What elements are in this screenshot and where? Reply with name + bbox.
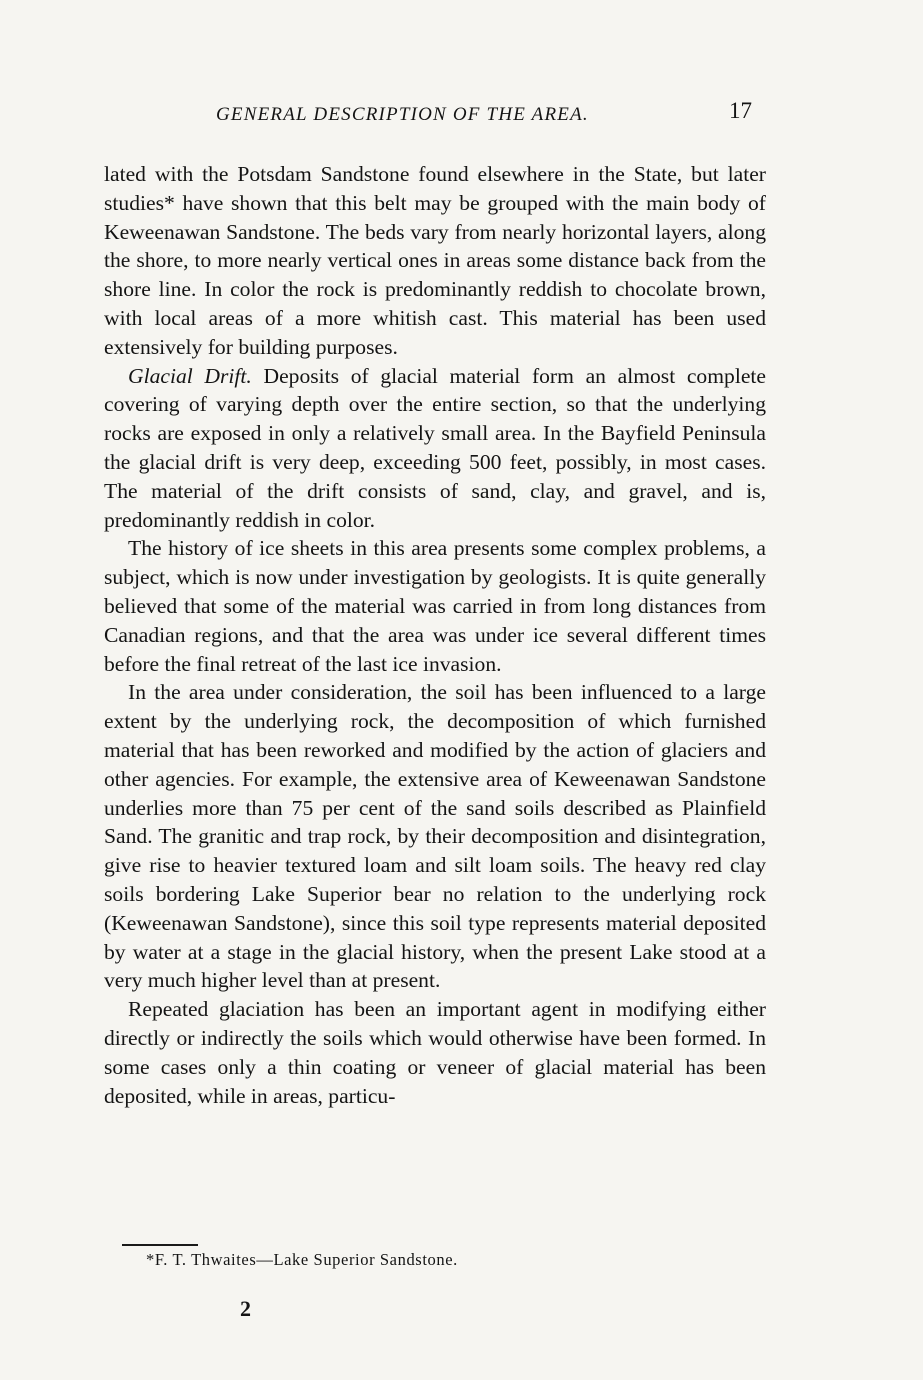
section-run-in-heading: Glacial Drift. [128, 363, 252, 388]
paragraph-text: Repeated glaciation has been an important agent in modifying either directly or indirectly the soils which would otherwise have been formed. In some cases only a thin coating or veneer of glacial material has been deposited, while in areas, particu- [104, 997, 766, 1108]
paragraph-potsdam-sandstone [104, 160, 766, 362]
paragraph-ice-sheets [104, 534, 766, 678]
running-head [100, 98, 760, 132]
paragraph-repeated-glaciation [104, 995, 766, 1110]
running-title: GENERAL DESCRIPTION OF THE AREA. [216, 104, 589, 125]
footnote-rule [122, 1244, 198, 1246]
footnote: *F. T. Thwaites—Lake Superior Sandstone. [146, 1250, 458, 1269]
body-text [104, 160, 766, 1110]
paragraph-text: The history of ice sheets in this area presents some complex problems, a subject, which is now under investigation by geologists. It is quite generally believed that some of the material was carried in from long distances from Canadian regions, and that the area was under ice several different times before the final retreat of the last ice invasion. [104, 536, 766, 676]
signature-mark: 2 [240, 1296, 251, 1321]
paragraph-text: Deposits of glacial material form an almost complete covering of varying depth over the entire section, so that the underlying rocks are exposed in only a relatively small area. In the Bayfield Peninsula the glacial drift is very deep, exceeding 500 feet, possibly, in most cases. The material of the drift consists of sand, clay, and gravel, and is, predominantly reddish in color. [104, 363, 766, 532]
paragraph-soil-influence [104, 678, 766, 995]
paragraph-glacial-drift [104, 362, 766, 535]
paragraph-text: lated with the Potsdam Sandstone found elsewhere in the State, but later studies* have shown that this belt may be grouped with the main body of Keweenawan Sandstone. The beds vary from nearly horizontal layers, along the shore, to more nearly vertical ones in areas some distance back from the shore line. In color the rock is predominantly reddish to chocolate brown, with local areas of a more whitish cast. This material has been used extensively for building purposes. [104, 162, 766, 359]
page-number: 17 [729, 98, 752, 123]
paragraph-text: In the area under consideration, the soil has been influenced to a large extent by the underlying rock, the decomposition of which furnished material that has been reworked and modified by the action of glaciers and other agencies. For example, the extensive area of Keweenawan Sandstone underlies more than 75 per cent of the sand soils described as Plainfield Sand. The granitic and trap rock, by their decomposition and disintegration, give rise to heavier textured loam and silt loam soils. The heavy red clay soils bordering Lake Superior bear no relation to the underlying rock (Keweenawan Sandstone), since this soil type represents material deposited by water at a stage in the glacial history, when the present Lake stood at a very much higher level than at present. [104, 680, 766, 993]
